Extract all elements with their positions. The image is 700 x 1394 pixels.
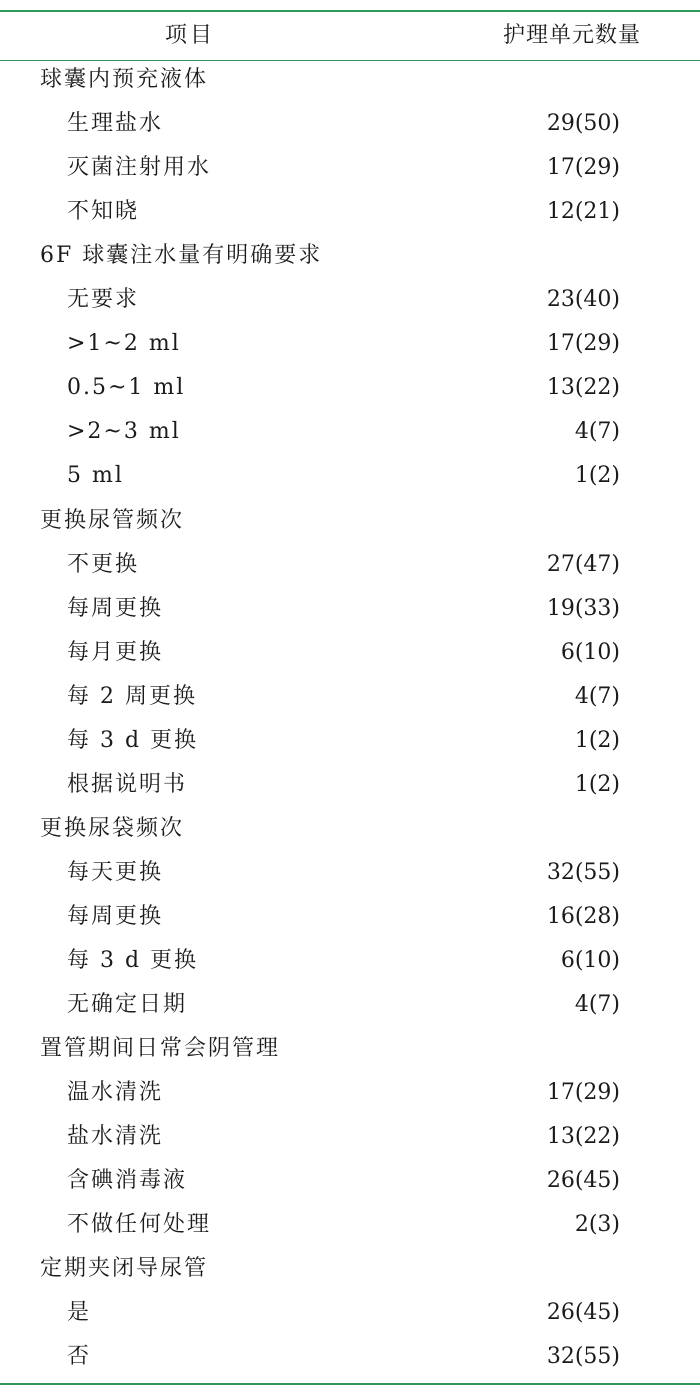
- table-row: [0, 939, 700, 983]
- table-row: [0, 190, 700, 234]
- section-row: [0, 1247, 700, 1291]
- table-row: [0, 1071, 700, 1115]
- row-value: 23(40): [546, 287, 620, 313]
- table-row: [0, 454, 700, 498]
- row-value: 26(45): [546, 1168, 620, 1194]
- table-row: [0, 763, 700, 807]
- row-label: 否: [67, 1344, 92, 1370]
- row-value: 26(45): [546, 1300, 620, 1326]
- table-row: [0, 1159, 700, 1203]
- table-row: [0, 895, 700, 939]
- section-row: [0, 234, 700, 278]
- table-row: [0, 1203, 700, 1247]
- table-row: [0, 675, 700, 719]
- table-row: [0, 1115, 700, 1159]
- row-label: 每 3 d 更换: [67, 948, 199, 973]
- row-value: 32(55): [546, 859, 620, 885]
- row-value: 13(22): [546, 375, 620, 401]
- row-label: 不知晓: [67, 199, 140, 225]
- row-value: 2(3): [574, 1212, 620, 1238]
- section-row: [0, 1027, 700, 1071]
- row-value: 27(47): [546, 551, 620, 577]
- table-row: [0, 278, 700, 322]
- row-label: 根据说明书: [67, 771, 188, 797]
- section-title: 定期夹闭导尿管: [40, 1256, 209, 1282]
- section-row: [0, 58, 700, 102]
- row-value: 17(29): [546, 1080, 620, 1106]
- row-label: 含碘消毒液: [67, 1168, 188, 1194]
- row-label: 生理盐水: [67, 111, 164, 137]
- row-value: 1(2): [574, 771, 620, 797]
- row-value: 1(2): [574, 463, 620, 489]
- table-row: [0, 719, 700, 763]
- row-value: 6(10): [560, 639, 620, 665]
- table-bottom-rule: [0, 1383, 700, 1385]
- table-row: [0, 102, 700, 146]
- row-value: 1(2): [574, 727, 620, 753]
- row-value: 4(7): [574, 992, 620, 1018]
- table-row: [0, 1335, 700, 1379]
- row-label: 每天更换: [67, 859, 164, 885]
- table-row: [0, 851, 700, 895]
- row-value: 19(33): [546, 595, 620, 621]
- section-row: [0, 807, 700, 851]
- row-value: 32(55): [546, 1344, 620, 1370]
- table-row: [0, 983, 700, 1027]
- row-value: 16(28): [546, 903, 620, 929]
- row-value: 12(21): [546, 199, 620, 225]
- row-value: 29(50): [546, 111, 620, 137]
- row-label: 0.5~1 ml: [67, 375, 186, 401]
- section-title: 球囊内预充液体: [40, 67, 209, 92]
- row-label: 5 ml: [67, 463, 124, 489]
- row-label: 温水清洗: [67, 1080, 164, 1106]
- row-label: 每 3 d 更换: [67, 727, 199, 753]
- table-row: [0, 366, 700, 410]
- row-label: 盐水清洗: [67, 1124, 164, 1150]
- row-value: 17(29): [546, 331, 620, 357]
- row-value: 13(22): [546, 1124, 620, 1150]
- section-title: 更换尿管频次: [40, 507, 185, 533]
- table-row: [0, 322, 700, 366]
- row-label: 无确定日期: [67, 992, 188, 1018]
- row-value: 17(29): [546, 155, 620, 181]
- row-label: 每月更换: [67, 639, 164, 665]
- section-row: [0, 499, 700, 543]
- row-value: 4(7): [574, 683, 620, 709]
- table-header: [0, 12, 700, 60]
- header-count: 护理单元数量: [503, 23, 642, 48]
- table-row: [0, 631, 700, 675]
- section-title: 6F 球囊注水量有明确要求: [40, 243, 323, 269]
- row-label: 不更换: [67, 551, 140, 577]
- row-value: 4(7): [574, 419, 620, 445]
- row-value: 6(10): [560, 948, 620, 973]
- row-label: >2~3 ml: [67, 419, 181, 445]
- table-row: [0, 410, 700, 454]
- row-label: 灭菌注射用水: [67, 155, 212, 181]
- row-label: 不做任何处理: [67, 1212, 212, 1238]
- table-row: [0, 146, 700, 190]
- table-row: [0, 543, 700, 587]
- row-label: 每周更换: [67, 903, 164, 929]
- row-label: >1~2 ml: [67, 331, 181, 357]
- table-row: [0, 587, 700, 631]
- row-label: 无要求: [67, 287, 140, 313]
- section-title: 更换尿袋频次: [40, 815, 185, 841]
- row-label: 是: [67, 1300, 92, 1326]
- section-title: 置管期间日常会阴管理: [40, 1036, 281, 1062]
- row-label: 每 2 周更换: [67, 683, 197, 709]
- table-row: [0, 1291, 700, 1335]
- row-label: 每周更换: [67, 595, 164, 621]
- header-item: 项目: [165, 23, 216, 48]
